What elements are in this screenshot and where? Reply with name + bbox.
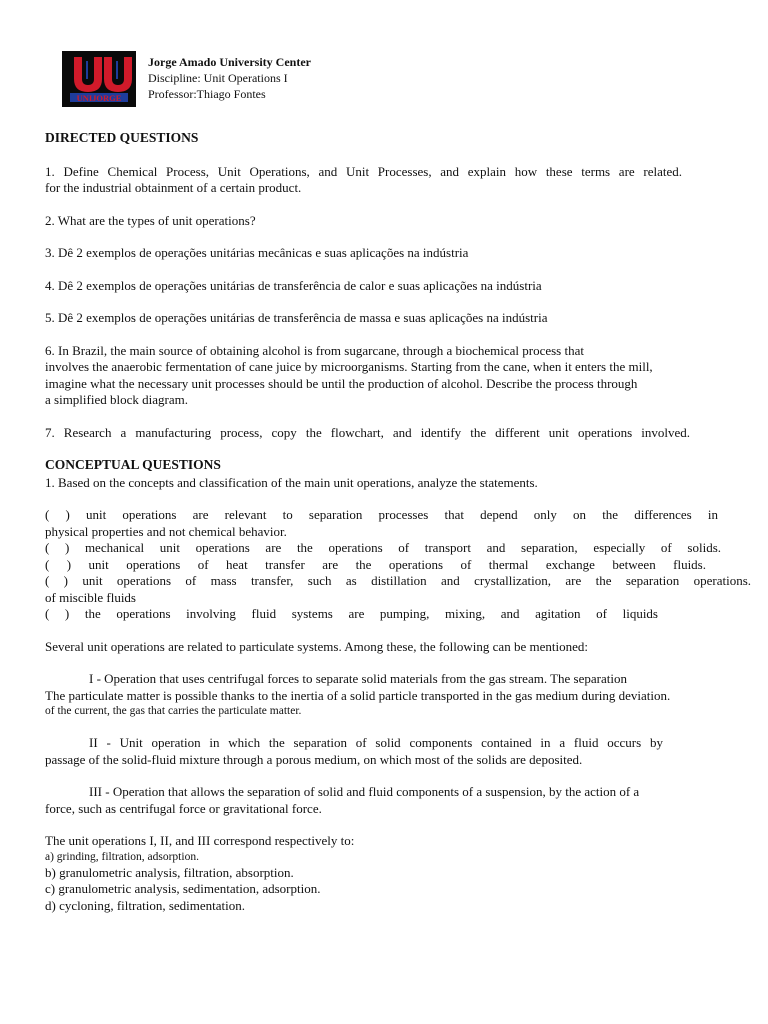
discipline-label: Discipline: Unit Operations I: [148, 71, 288, 85]
unijorge-logo-graphic: [62, 51, 136, 107]
answer-options: [45, 833, 751, 914]
option-b: b) granulometric analysis, filtration, absorption.: [45, 864, 294, 880]
question-3: 3. Dê 2 exemplos de operações unitárias mecânicas e suas aplicações na indústria: [45, 245, 469, 260]
item-i-line-2: The particulate matter is possible thanks to the inertia of a solid particle transported in the gas medium during deviation.: [45, 687, 671, 703]
statement-2: ( ) mechanical unit operations are the operations of transport and separation, especially of solids.: [45, 540, 721, 555]
question-7: 7. Research a manufacturing process, copy the flowchart, and identify the different unit operations involved.: [45, 424, 690, 440]
option-a: a) grinding, filtration, adsorption.: [45, 850, 199, 863]
item-ii: [45, 735, 751, 768]
question-1-line-2: for the industrial obtainment of a certain product.: [45, 180, 302, 195]
question-1: [45, 164, 751, 197]
statement-1-line-2: physical properties and not chemical behavior.: [45, 523, 287, 539]
item-i-line-3: of the current, the gas that carries the particulate matter.: [45, 705, 302, 717]
item-iii: [45, 784, 751, 817]
item-ii-line-1: II - Unit operation in which the separation of solid components contained in a fluid occurs by: [89, 735, 663, 750]
question-1-line-1: 1. Define Chemical Process, Unit Operations, and Unit Processes, and explain how these terms are related.: [45, 163, 682, 179]
option-d: d) cycloning, filtration, sedimentation.: [45, 897, 246, 913]
item-ii-line-2: passage of the solid-fluid mixture through a porous medium, on which most of the solids are deposited.: [45, 751, 583, 767]
statement-4-line-2: of miscible fluids: [45, 589, 136, 605]
statement-5: ( ) the operations involving fluid systems are pumping, mixing, and agitation of liquids: [45, 606, 658, 621]
directed-questions-heading: DIRECTED QUESTIONS: [45, 130, 199, 145]
document-body: [45, 128, 751, 914]
particulate-intro: Several unit operations are related to particulate systems. Among these, the following can be mentioned:: [45, 638, 588, 654]
item-iii-line-2: force, such as centrifugal force or gravitational force.: [45, 800, 322, 816]
item-iii-line-1: III - Operation that allows the separation of solid and fluid components of a suspension, by the action of a: [89, 784, 640, 799]
statement-4-line-1: ( ) unit operations of mass transfer, such as distillation and crystallization, are the separation operations.: [45, 573, 751, 588]
professor-label: Professor:Thiago Fontes: [148, 87, 266, 101]
options-prompt: The unit operations I, II, and III correspond respectively to:: [45, 833, 355, 848]
item-i: [45, 671, 751, 719]
question-6-line-2: involves the anaerobic fermentation of cane juice by microorganisms. Starting from the cane, when it enters the mill,: [45, 359, 653, 374]
question-6-line-1: 6. In Brazil, the main source of obtaining alcohol is from sugarcane, through a biochemical process that: [45, 342, 584, 358]
question-6-line-4: a simplified block diagram.: [45, 392, 188, 407]
university-name: Jorge Amado University Center: [148, 55, 311, 69]
logo-wordmark: UNIJORGE: [76, 93, 122, 103]
statement-3: ( ) unit operations of heat transfer are the operations of thermal exchange between fluids.: [45, 556, 706, 572]
conceptual-questions-heading: CONCEPTUAL QUESTIONS: [45, 457, 221, 472]
question-6: [45, 343, 751, 409]
question-6-line-3: imagine what the necessary unit processes should be until the production of alcohol. Describe the process through: [45, 375, 638, 391]
conceptual-question-1: 1. Based on the concepts and classification of the main unit operations, analyze the statements.: [45, 474, 538, 490]
university-logo: [62, 51, 136, 107]
statements-list: [45, 507, 751, 623]
question-5: 5. Dê 2 exemplos de operações unitárias de transferência de massa e suas aplicações na indústria: [45, 310, 548, 325]
item-i-line-1: I - Operation that uses centrifugal forces to separate solid materials from the gas stream. The separation: [89, 671, 627, 686]
document-header: [148, 54, 311, 102]
option-c: c) granulometric analysis, sedimentation, adsorption.: [45, 881, 321, 896]
question-2: 2. What are the types of unit operations?: [45, 212, 256, 228]
question-4: 4. Dê 2 exemplos de operações unitárias de transferência de calor e suas aplicações na indústria: [45, 277, 542, 293]
statement-1-line-1: ( ) unit operations are relevant to separation processes that depend only on the differences in: [45, 507, 718, 522]
